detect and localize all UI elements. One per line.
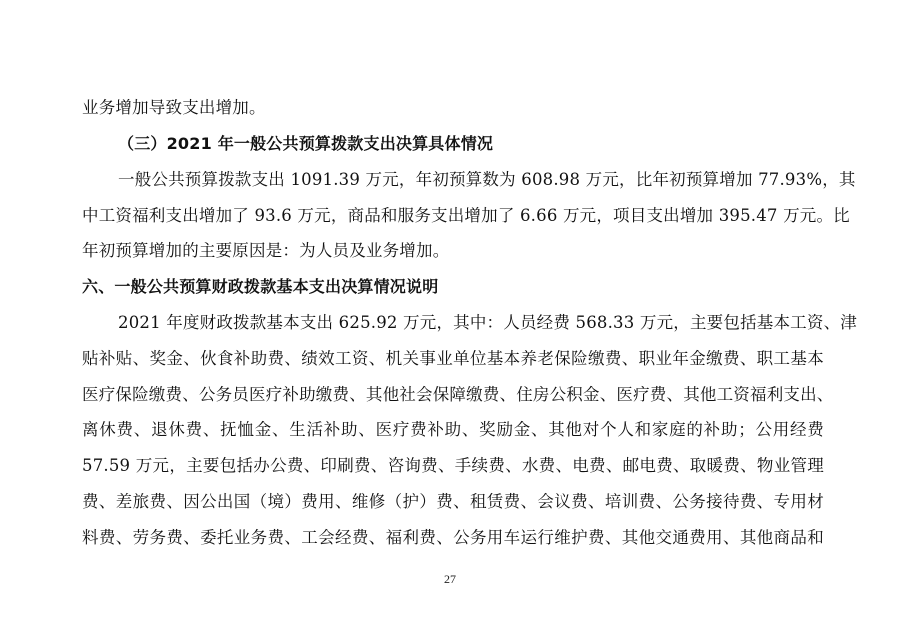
paragraph-line: 中工资福利支出增加了 93.6 万元，商品和服务支出增加了 6.66 万元，项目支出增加 395.47 万元。比 (82, 206, 850, 225)
paragraph-line: 年初预算增加的主要原因是：为人员及业务增加。 (82, 241, 450, 260)
paragraph-line: 57.59 万元，主要包括办公费、印刷费、咨询费、手续费、水费、电费、邮电费、取暖费、物业管理 (82, 456, 824, 475)
paragraph-line: 一般公共预算拨款支出 1091.39 万元，年初预算数为 608.98 万元，比年初预算增加 77.93%，其 (118, 170, 856, 189)
paragraph-line: 贴补贴、奖金、伙食补助费、绩效工资、机关事业单位基本养老保险缴费、职业年金缴费、职工基本 (82, 349, 824, 368)
intro-line: 业务增加导致支出增加。 (82, 98, 266, 117)
page-number: 27 (444, 572, 456, 586)
paragraph-line: 医疗保险缴费、公务员医疗补助缴费、其他社会保障缴费、住房公积金、医疗费、其他工资福利支出、 (82, 385, 834, 404)
paragraph-line: 离休费、退休费、抚恤金、生活补助、医疗费补助、奖励金、其他对个人和家庭的补助；公用经费 (82, 420, 824, 439)
paragraph-line: 费、差旅费、因公出国（境）费用、维修（护）费、租赁费、会议费、培训费、公务接待费、专用材 (82, 492, 824, 511)
section-3-heading: （三）2021 年一般公共预算拨款支出决算具体情况 (118, 134, 494, 153)
paragraph-line: 料费、劳务费、委托业务费、工会经费、福利费、公务用车运行维护费、其他交通费用、其他商品和 (82, 528, 824, 547)
paragraph-line: 2021 年度财政拨款基本支出 625.92 万元，其中：人员经费 568.33 万元，主要包括基本工资、津 (118, 313, 857, 332)
section-6-heading: 六、一般公共预算财政拨款基本支出决算情况说明 (82, 277, 439, 296)
